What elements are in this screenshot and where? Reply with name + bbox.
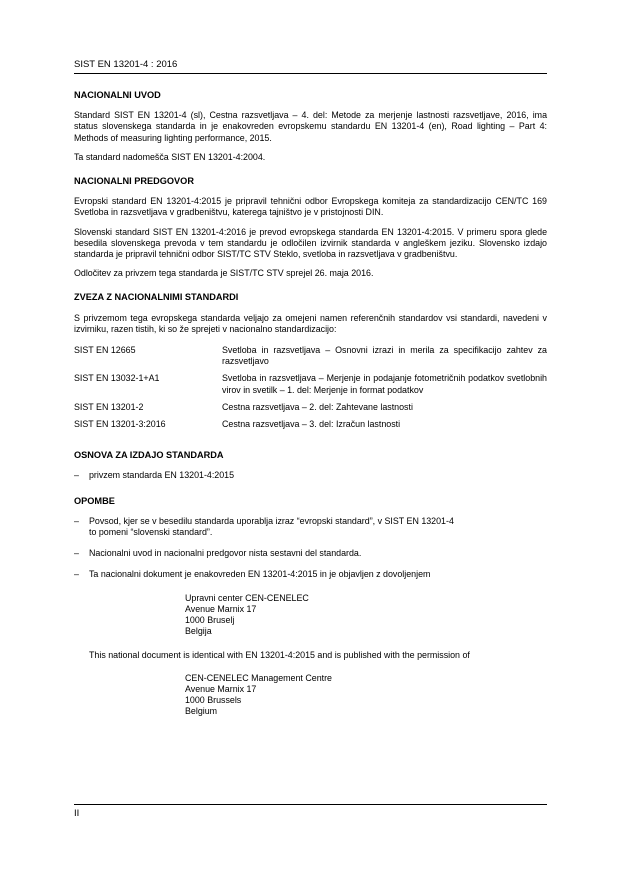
ref-code: SIST EN 13201-3:2016 [74, 419, 166, 430]
opombe-item-1-line-2: to pomeni “slovenski standard”. [89, 527, 213, 538]
address-line: Belgija [185, 626, 212, 637]
list-item [74, 569, 547, 580]
address-block-en [185, 673, 547, 718]
ref-title: Cestna razsvetljava – 3. del: Izračun lastnosti [222, 419, 401, 430]
heading-opombe: OPOMBE [74, 495, 115, 506]
opombe-item-1 [89, 516, 547, 538]
address-line: Belgium [185, 706, 218, 717]
address-line: Avenue Marnix 17 [185, 603, 257, 614]
address-line: Avenue Marnix 17 [185, 683, 257, 694]
header-rule [74, 73, 547, 74]
page-content [74, 90, 547, 730]
list-item [74, 516, 547, 538]
address-block-sl [185, 593, 547, 638]
ref-title: Cestna razsvetljava – 2. del: Zahtevane lastnosti [222, 401, 413, 412]
reference-table [74, 345, 547, 436]
footer-rule [74, 804, 547, 805]
list-item [74, 470, 547, 481]
uvod-paragraph-1: Standard SIST EN 13201-4 (sl), Cestna razsvetljava – 4. del: Metode za merjenje lastnosti razsvetljave, 2016, ima status slovenskega standarda in je enakovreden evropskemu standardu EN 13201-4 (en), Road lighting – Part 4: Methods of measuring lighting performance, 2015. [74, 110, 547, 143]
address-line: Upravni center CEN-CENELEC [185, 592, 309, 603]
dash-marker: – [74, 515, 79, 526]
table-row [74, 402, 547, 419]
address-line: 1000 Brussels [185, 695, 242, 706]
opombe-item-1-line-1: Povsod, kjer se v besedilu standarda uporablja izraz “evropski standard”, v SIST EN 13201-4 [89, 515, 454, 526]
uvod-paragraph-2: Ta standard nadomešča SIST EN 13201-4:2004. [74, 151, 266, 162]
address-line: 1000 Bruselj [185, 615, 235, 626]
predgovor-paragraph-3: Odločitev za privzem tega standarda je SIST/TC STV sprejel 26. maja 2016. [74, 268, 374, 279]
ref-code: SIST EN 13032-1+A1 [74, 373, 160, 384]
address-line: CEN-CENELEC Management Centre [185, 672, 332, 683]
predgovor-paragraph-1: Evropski standard EN 13201-4:2015 je pripravil tehnični odbor Evropskega komiteja za standardizacijo CEN/TC 169 Svetloba in razsvetljava v gradbeništvu, katerega tajništvo je v pristojnosti DIN. [74, 196, 547, 218]
ref-code: SIST EN 12665 [74, 345, 136, 356]
list-item [74, 548, 547, 559]
english-note: This national document is identical with EN 13201-4:2015 and is published with the permission of [89, 649, 470, 660]
ref-code: SIST EN 13201-2 [74, 401, 144, 412]
predgovor-paragraph-2: Slovenski standard SIST EN 13201-4:2016 je prevod evropskega standarda EN 13201-4:2015. V primeru spora glede besedila slovenskega prevoda v tem standardu je odločilen izvirnik standarda v angleškem jeziku. Slovensko izdajo standarda je pripravil tehnični odbor SIST/TC STV Steklo, svetloba in razsvetljava v gradbeništvu. [74, 226, 547, 260]
heading-osnova: OSNOVA ZA IZDAJO STANDARDA [74, 450, 224, 461]
dash-marker: – [74, 569, 79, 580]
zveza-intro: S privzemom tega evropskega standarda veljajo za omejeni namen referenčnih standardov vsi standardi, navedeni v izvirniku, razen tistih, ki so že sprejeti v nacionalno standardizacijo: [74, 312, 547, 334]
page-number: II [74, 808, 80, 819]
table-row [74, 345, 547, 373]
dash-marker: – [74, 548, 79, 559]
heading-zveza: ZVEZA Z NACIONALNIMI STANDARDI [74, 292, 239, 303]
table-row [74, 373, 547, 401]
heading-nacionalni-uvod: NACIONALNI UVOD [74, 90, 161, 100]
ref-title: Svetloba in razsvetljava – Osnovni izrazi in merila za specifikacijo zahtev za razsvetljavo [222, 345, 547, 367]
osnova-item: privzem standarda EN 13201-4:2015 [89, 470, 235, 481]
dash-marker: – [74, 470, 79, 481]
opombe-item-2: Nacionalni uvod in nacionalni predgovor nista sestavni del standarda. [89, 548, 362, 559]
ref-title: Svetloba in razsvetljava – Merjenje in podajanje fotometričnih podatkov svetlobnih virov in svetilk – 1. del: Merjenje in format podatkov [222, 373, 547, 395]
opombe-item-3: Ta nacionalni dokument je enakovreden EN 13201-4:2015 in je objavljen z dovoljenjem [89, 569, 431, 580]
table-row [74, 419, 547, 436]
heading-nacionalni-predgovor: NACIONALNI PREDGOVOR [74, 176, 194, 187]
header-doc-id: SIST EN 13201-4 : 2016 [74, 59, 178, 70]
